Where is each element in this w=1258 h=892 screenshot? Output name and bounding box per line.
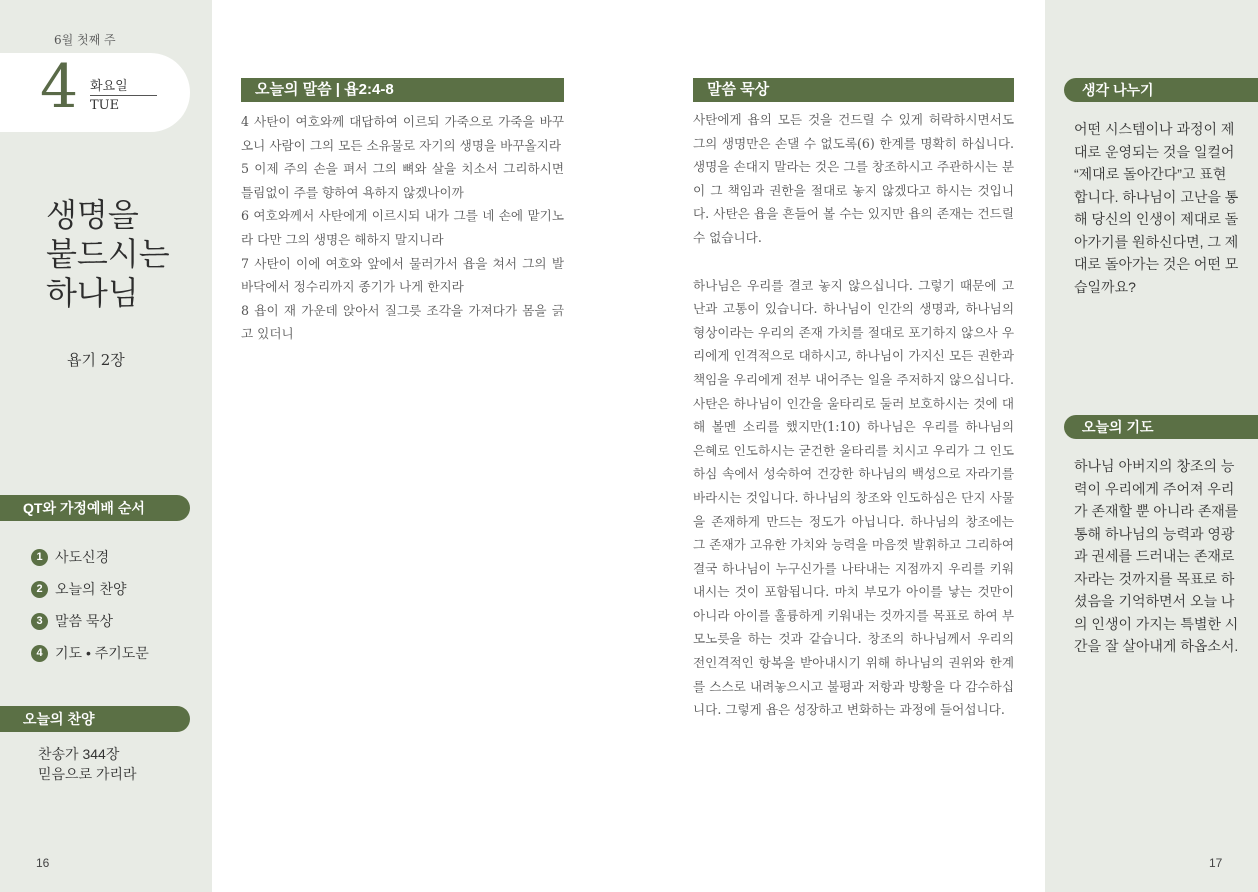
list-item-label: 오늘의 찬양 xyxy=(55,581,127,597)
think-text: 어떤 시스템이나 과정이 제대로 운영되는 것을 일컬어 “제대로 돌아간다”고 표현합니다. 하나님이 고난을 통해 당신의 인생이 제대로 돌아가기를 원하신다면, 그 제대로 돌아가는 것은 어떤 모습일까요? xyxy=(1074,121,1239,295)
number-badge: 3 xyxy=(31,613,48,630)
list-item xyxy=(31,573,149,605)
number-badge: 2 xyxy=(31,581,48,598)
hymn-title: 믿음으로 가리라 xyxy=(38,766,137,782)
meditation-text xyxy=(693,108,1014,746)
prayer-text: 하나님 아버지의 창조의 능력이 우리에게 주어져 우리가 존재할 뿐 아니라 존재를 통해 하나님의 능력과 영광과 권세를 드러내는 존재로 자라는 것까지를 목표로 하셨음을 기억하면서 오늘 나의 인생이 가지는 특별한 시간을 잘 살아내게 하옵소서. xyxy=(1074,458,1239,654)
list-item-label: 사도신경 xyxy=(55,549,110,565)
verse: 8 욥이 재 가운데 앉아서 질그릇 조각을 가져다가 몸을 긁고 있더니 xyxy=(241,302,564,342)
number-badge: 1 xyxy=(31,549,48,566)
qt-order-heading: QT와 가정예배 순서 xyxy=(0,495,190,521)
day-number: 4 xyxy=(40,52,79,122)
meditation-heading: 말씀 묵상 xyxy=(693,78,1014,102)
weekday-english: TUE xyxy=(90,98,120,113)
prayer-heading: 오늘의 기도 xyxy=(1064,415,1258,439)
verse: 6 여호와께서 사탄에게 이르시되 내가 그를 네 손에 맡기노라 다만 그의 생명은 해하지 말지니라 xyxy=(241,208,564,247)
meditation-paragraph: 하나님은 우리를 결코 놓지 않으십니다. 그렇기 때문에 고난과 고통이 있습니다. 하나님이 인간의 생명과, 하나님의 형상이라는 우리의 존재 가치를 절대로 포기하지 않으사 우리에게 인격적으로 대하시고, 하나님이 가지신 모든 권한과 책임을 우리에게 전부 내어주는 일을 주저하지 않으십니다. 사탄은 하나님이 인간을 울타리로 둘러 보호하시는 것에 대해 볼멘 소리를 했지만(1:10) 하나님은 우리를 하나님의 은혜로 인도하시는 굳건한 울타리를 치시고 우리가 그 인도하심 속에서 성숙하여 건강한 하나님의 백성으로 자라기를 바라시는 것입니다. 하나님의 창조와 인도하심은 단지 사물을 존재하게 만드는 정도가 아닙니다. 하나님의 창조에는 그 존재가 고유한 가치와 능력을 마음껏 발휘하고 그리하여 결국 하나님이 누구신가를 나타내는 지점까지 우리를 키워내시는 것이 포함됩니다. 마치 부모가 아이를 낳는 것만이 아니라 아이를 훌륭하게 키워내는 것까지를 목표로 하여 부모노릇을 하는 것과 같습니다. 창조의 하나님께서 우리의 전인격적인 항복을 받아내시기 위해 하나님의 권위와 한계를 스스로 내려놓으시고 불평과 저항과 방황을 다 감수하십니다. 그렇게 욥은 성장하고 변화하는 과정에 들어섭니다. xyxy=(693,277,1014,718)
weekday-divider xyxy=(90,95,157,96)
chapter-reference: 욥기 2장 xyxy=(67,351,125,369)
verse: 4 사탄이 여호와께 대답하여 이르되 가죽으로 가죽을 바꾸오니 사람이 그의 모든 소유물로 자기의 생명을 바꾸올지라 xyxy=(241,114,564,153)
weekday-korean: 화요일 xyxy=(90,79,128,94)
list-item-label: 기도 • 주기도문 xyxy=(55,645,149,661)
number-badge: 4 xyxy=(31,645,48,662)
qt-order-list xyxy=(31,541,149,669)
hymn-number: 찬송가 344장 xyxy=(38,746,120,762)
scripture-text xyxy=(241,110,564,346)
verse: 5 이제 주의 손을 펴서 그의 뼈와 살을 치소서 그리하시면 틀림없이 주를 향하여 욕하지 않겠나이까 xyxy=(241,161,564,200)
list-item-label: 말씀 묵상 xyxy=(55,613,113,629)
list-item xyxy=(31,637,149,669)
meditation-paragraph: 사탄에게 욥의 모든 것을 건드릴 수 있게 허락하시면서도 그의 생명만은 손댈 수 없도록(6) 한계를 명확히 하십니다. 생명을 손대지 말라는 것은 그를 창조하시고 주관하시는 분이 그 책임과 권한을 절대로 놓지 않겠다고 하시는 것입니다. 사탄은 욥을 흔들어 볼 수는 있지만 욥의 존재는 건드릴 수 없습니다. xyxy=(693,112,1014,245)
hymn-heading: 오늘의 찬양 xyxy=(0,706,190,732)
week-label: 6월 첫째 주 xyxy=(54,33,116,47)
verse: 7 사탄이 이에 여호와 앞에서 물러가서 욥을 쳐서 그의 발바닥에서 정수리까지 종기가 나게 한지라 xyxy=(241,255,564,295)
think-heading: 생각 나누기 xyxy=(1064,78,1258,102)
hymn-info xyxy=(38,744,137,784)
page-number-left: 16 xyxy=(36,856,50,870)
scripture-heading: 오늘의 말씀 | 욥2:4-8 xyxy=(241,78,564,102)
list-item xyxy=(31,541,149,573)
page-title: 생명을 붙드시는 하나님 xyxy=(46,196,170,312)
page-number-right: 17 xyxy=(1209,856,1223,870)
list-item xyxy=(31,605,149,637)
